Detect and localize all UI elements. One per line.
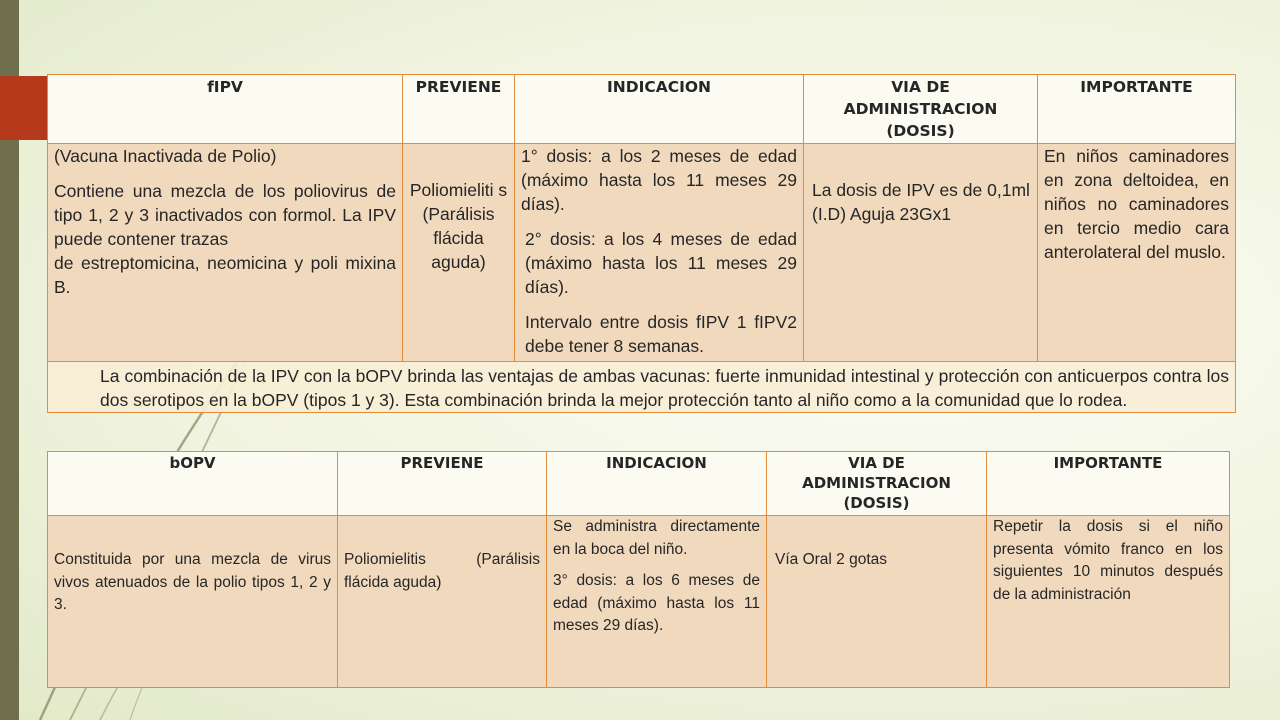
fipv-table: [47, 74, 1236, 413]
fipv-importante-text: En niños caminadores en zona deltoidea, en niños no caminadores en tercio medio cara anterolateral del muslo.: [1044, 146, 1229, 262]
fipv-dose-2: 2° dosis: a los 4 meses de edad (máximo hasta los 11 meses 29 días).: [525, 229, 797, 297]
fipv-note-row: [48, 362, 1236, 413]
bopv-previene: Poliomielitis (Parálisis flácida aguda): [344, 551, 540, 591]
header-via-administracion: VIA DE ADMINISTRACION (DOSIS): [804, 75, 1038, 144]
header-bopv: bOPV: [48, 452, 338, 516]
bopv-previene-cell: [338, 516, 547, 688]
header-importante: IMPORTANTE: [987, 452, 1230, 516]
fipv-importante-cell: [1038, 144, 1236, 362]
fipv-interval: Intervalo entre dosis fIPV 1 fIPV2 debe tener 8 semanas.: [525, 312, 797, 356]
fipv-dose-1: 1° dosis: a los 2 meses de edad (máximo hasta los 11 meses 29 días).: [521, 146, 797, 214]
bopv-description: Constituida por una mezcla de virus vivos atenuados de la polio tipos 1, 2 y 3.: [54, 551, 331, 613]
fipv-via-cell: La dosis de IPV es de 0,1ml (I.D) Aguja 23Gx1: [804, 144, 1038, 362]
fipv-body-row: [48, 144, 1236, 362]
bopv-body-row: [48, 516, 1230, 688]
bopv-description-cell: [48, 516, 338, 688]
header-previene: PREVIENE: [403, 75, 515, 144]
combination-note: La combinación de la IPV con la bOPV brinda las ventajas de ambas vacunas: fuerte inmunidad intestinal y protección con anticuerpos contra los dos serotipos en la bOPV (tipos 1 y 3). Esta combinación brinda la mejor protección tanto al niño como a la comunidad que lo rodea.: [48, 362, 1236, 413]
fipv-subtitle: (Vacuna Inactivada de Polio): [54, 146, 277, 166]
bopv-administration: Se administra directamente en la boca del niño.: [553, 518, 760, 558]
bopv-importante-cell: [987, 516, 1230, 688]
header-indicacion: INDICACION: [547, 452, 767, 516]
header-fipv: fIPV: [48, 75, 403, 144]
bopv-indicacion-cell: [547, 516, 767, 688]
fipv-description-cell: [48, 144, 403, 362]
header-indicacion: INDICACION: [515, 75, 804, 144]
bopv-importante-text: Repetir la dosis si el niño presenta vómito franco en los siguientes 10 minutos después de la administración: [993, 518, 1223, 603]
fipv-indicacion-cell: [515, 144, 804, 362]
fipv-previene-cell: Poliomieliti s (Parálisis flácida aguda): [403, 144, 515, 362]
bopv-dose-3: 3° dosis: a los 6 meses de edad (máximo hasta los 11 meses 29 días).: [553, 572, 760, 634]
header-importante: IMPORTANTE: [1038, 75, 1236, 144]
bopv-table: [47, 451, 1230, 688]
header-via-administracion: VIA DE ADMINISTRACION (DOSIS): [767, 452, 987, 516]
bopv-via-cell: Vía Oral 2 gotas: [767, 516, 987, 688]
fipv-traces: de estreptomicina, neomicina y poli mixina B.: [54, 253, 396, 297]
bopv-header-row: [48, 452, 1230, 516]
header-previene: PREVIENE: [338, 452, 547, 516]
fipv-header-row: [48, 75, 1236, 144]
fipv-composition: Contiene una mezcla de los poliovirus de tipo 1, 2 y 3 inactivados con formol. La IPV puede contener trazas: [54, 181, 396, 249]
